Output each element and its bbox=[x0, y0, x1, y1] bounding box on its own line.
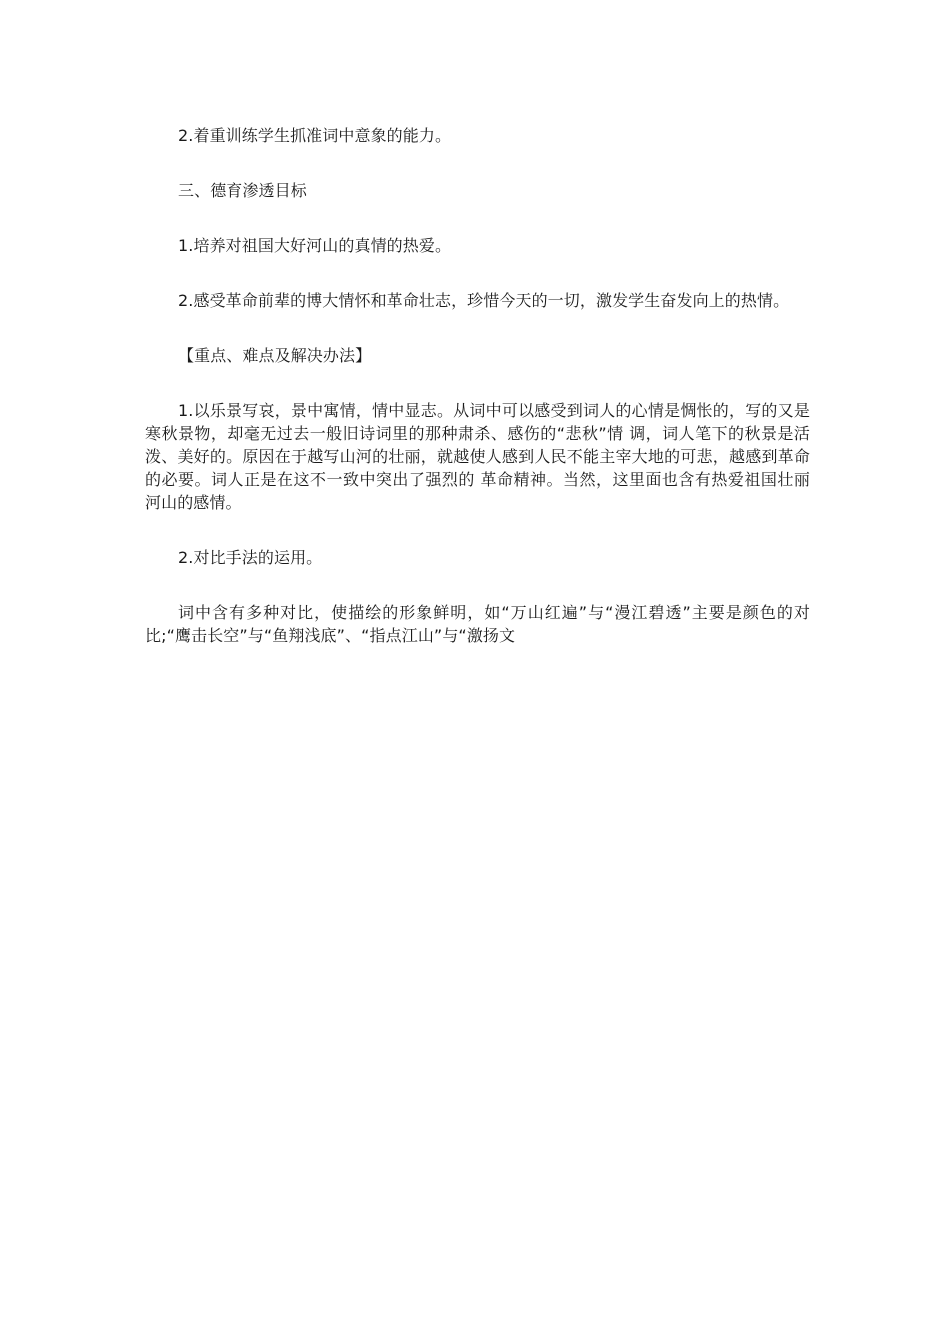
document-body bbox=[145, 124, 810, 647]
paragraph-contrast-technique: 2.对比手法的运用。 bbox=[178, 548, 323, 567]
paragraph-revolutionary-spirit: 2.感受革命前辈的博大情怀和革命壮志，珍惜今天的一切，激发学生奋发向上的热情。 bbox=[178, 291, 790, 310]
paragraph-scenery-and-emotion: 1.以乐景写哀，景中寓情，情中显志。从词中可以感受到词人的心情是惆怅的，写的又是寒秋景物，却毫无过去一般旧诗词里的那种肃杀、感伤的“悲秋”情 调，词人笔下的秋景是活泼、美好的。原因在于越写山河的壮丽，就越使人感到人民不能主宰大地的可悲，越感到革命的必要。词人正是在这不一致中突出了强烈的 革命精神。当然，这里面也含有热爱祖国壮丽河山的感情。 bbox=[145, 401, 810, 512]
paragraph-love-of-country: 1.培养对祖国大好河山的真情的热爱。 bbox=[178, 236, 452, 255]
section-heading-key-points: 【重点、难点及解决办法】 bbox=[178, 346, 372, 365]
paragraph-training-goal: 2.着重训练学生抓准词中意象的能力。 bbox=[178, 126, 452, 145]
paragraph-contrast-examples: 词中含有多种对比，使描绘的形象鲜明，如“万山红遍”与“漫江碧透”主要是颜色的对比;“鹰击长空”与“鱼翔浅底”、“指点江山”与“激扬文 bbox=[145, 603, 810, 645]
section-heading-moral-education: 三、德育渗透目标 bbox=[178, 181, 307, 200]
